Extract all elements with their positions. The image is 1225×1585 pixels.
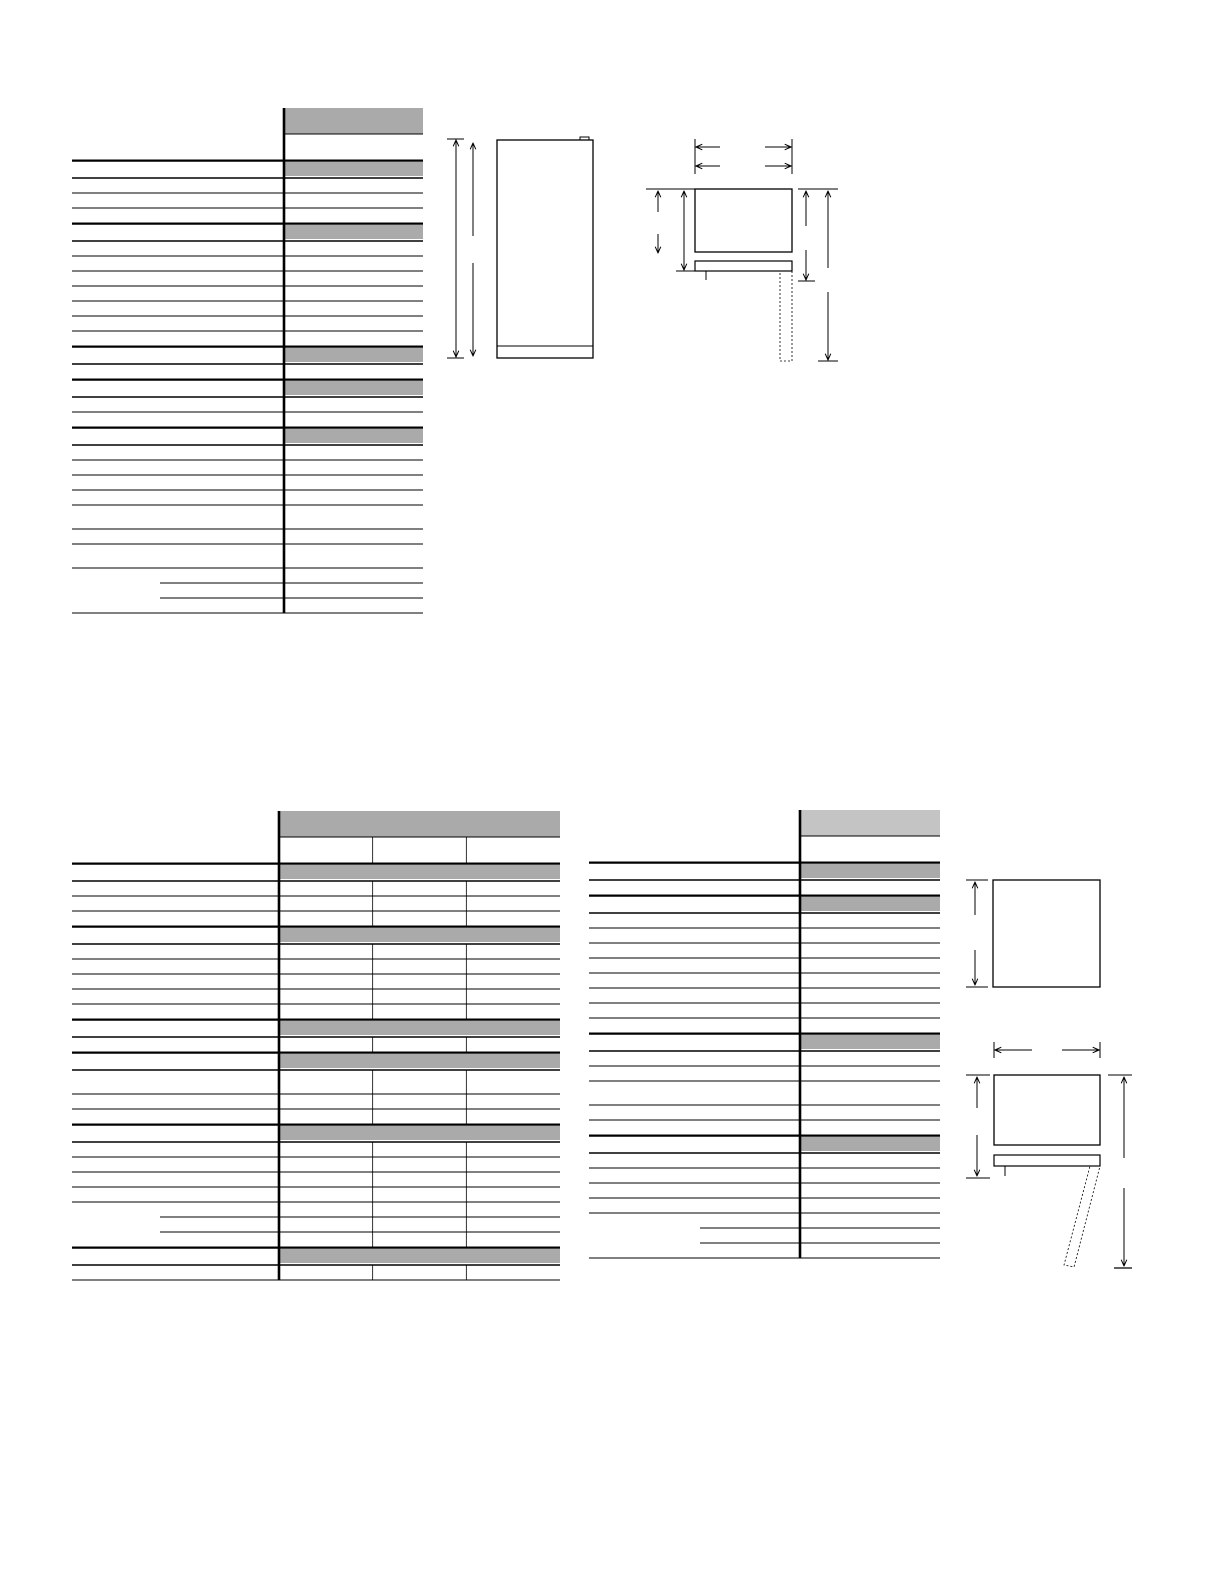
spec-table-bottom-right xyxy=(589,810,940,1258)
side-elevation-drawing xyxy=(447,137,593,358)
plan-door-outline xyxy=(695,261,792,271)
section-header-cell xyxy=(284,429,423,443)
section-header-cell xyxy=(279,1126,560,1140)
plan2-door-swing-dashed xyxy=(1064,1166,1100,1267)
cabinet-top-tab xyxy=(580,137,589,140)
cabinet-outline xyxy=(497,140,593,358)
section-header-cell xyxy=(284,162,423,176)
plan-cabinet-outline xyxy=(695,189,792,252)
section-header-cell xyxy=(800,1137,940,1151)
header-cell xyxy=(279,811,560,837)
section-header-cell xyxy=(279,1054,560,1068)
plan2-door-outline xyxy=(994,1155,1100,1166)
section-header-cell xyxy=(800,1035,940,1049)
section-header-cell xyxy=(800,897,940,911)
section-header-cell xyxy=(279,1249,560,1263)
door-swing-dashed xyxy=(780,271,792,361)
plan-with-door-swing-drawing xyxy=(966,1042,1132,1268)
section-header-cell xyxy=(284,225,423,239)
section-header-cell xyxy=(279,928,560,942)
section-header-cell xyxy=(284,381,423,395)
plan2-cabinet-outline xyxy=(994,1075,1100,1145)
section-header-cell xyxy=(284,348,423,362)
section-header-cell xyxy=(279,1021,560,1035)
section-header-cell xyxy=(800,864,940,878)
header-cell xyxy=(284,108,423,134)
header-cell xyxy=(800,810,940,836)
spec-table-bottom-left xyxy=(72,811,560,1280)
front-elevation-drawing xyxy=(966,880,1100,987)
front-cabinet-outline xyxy=(993,880,1100,987)
top-plan-drawing xyxy=(646,139,838,361)
spec-table-top-left xyxy=(72,108,423,613)
section-header-cell xyxy=(279,865,560,879)
